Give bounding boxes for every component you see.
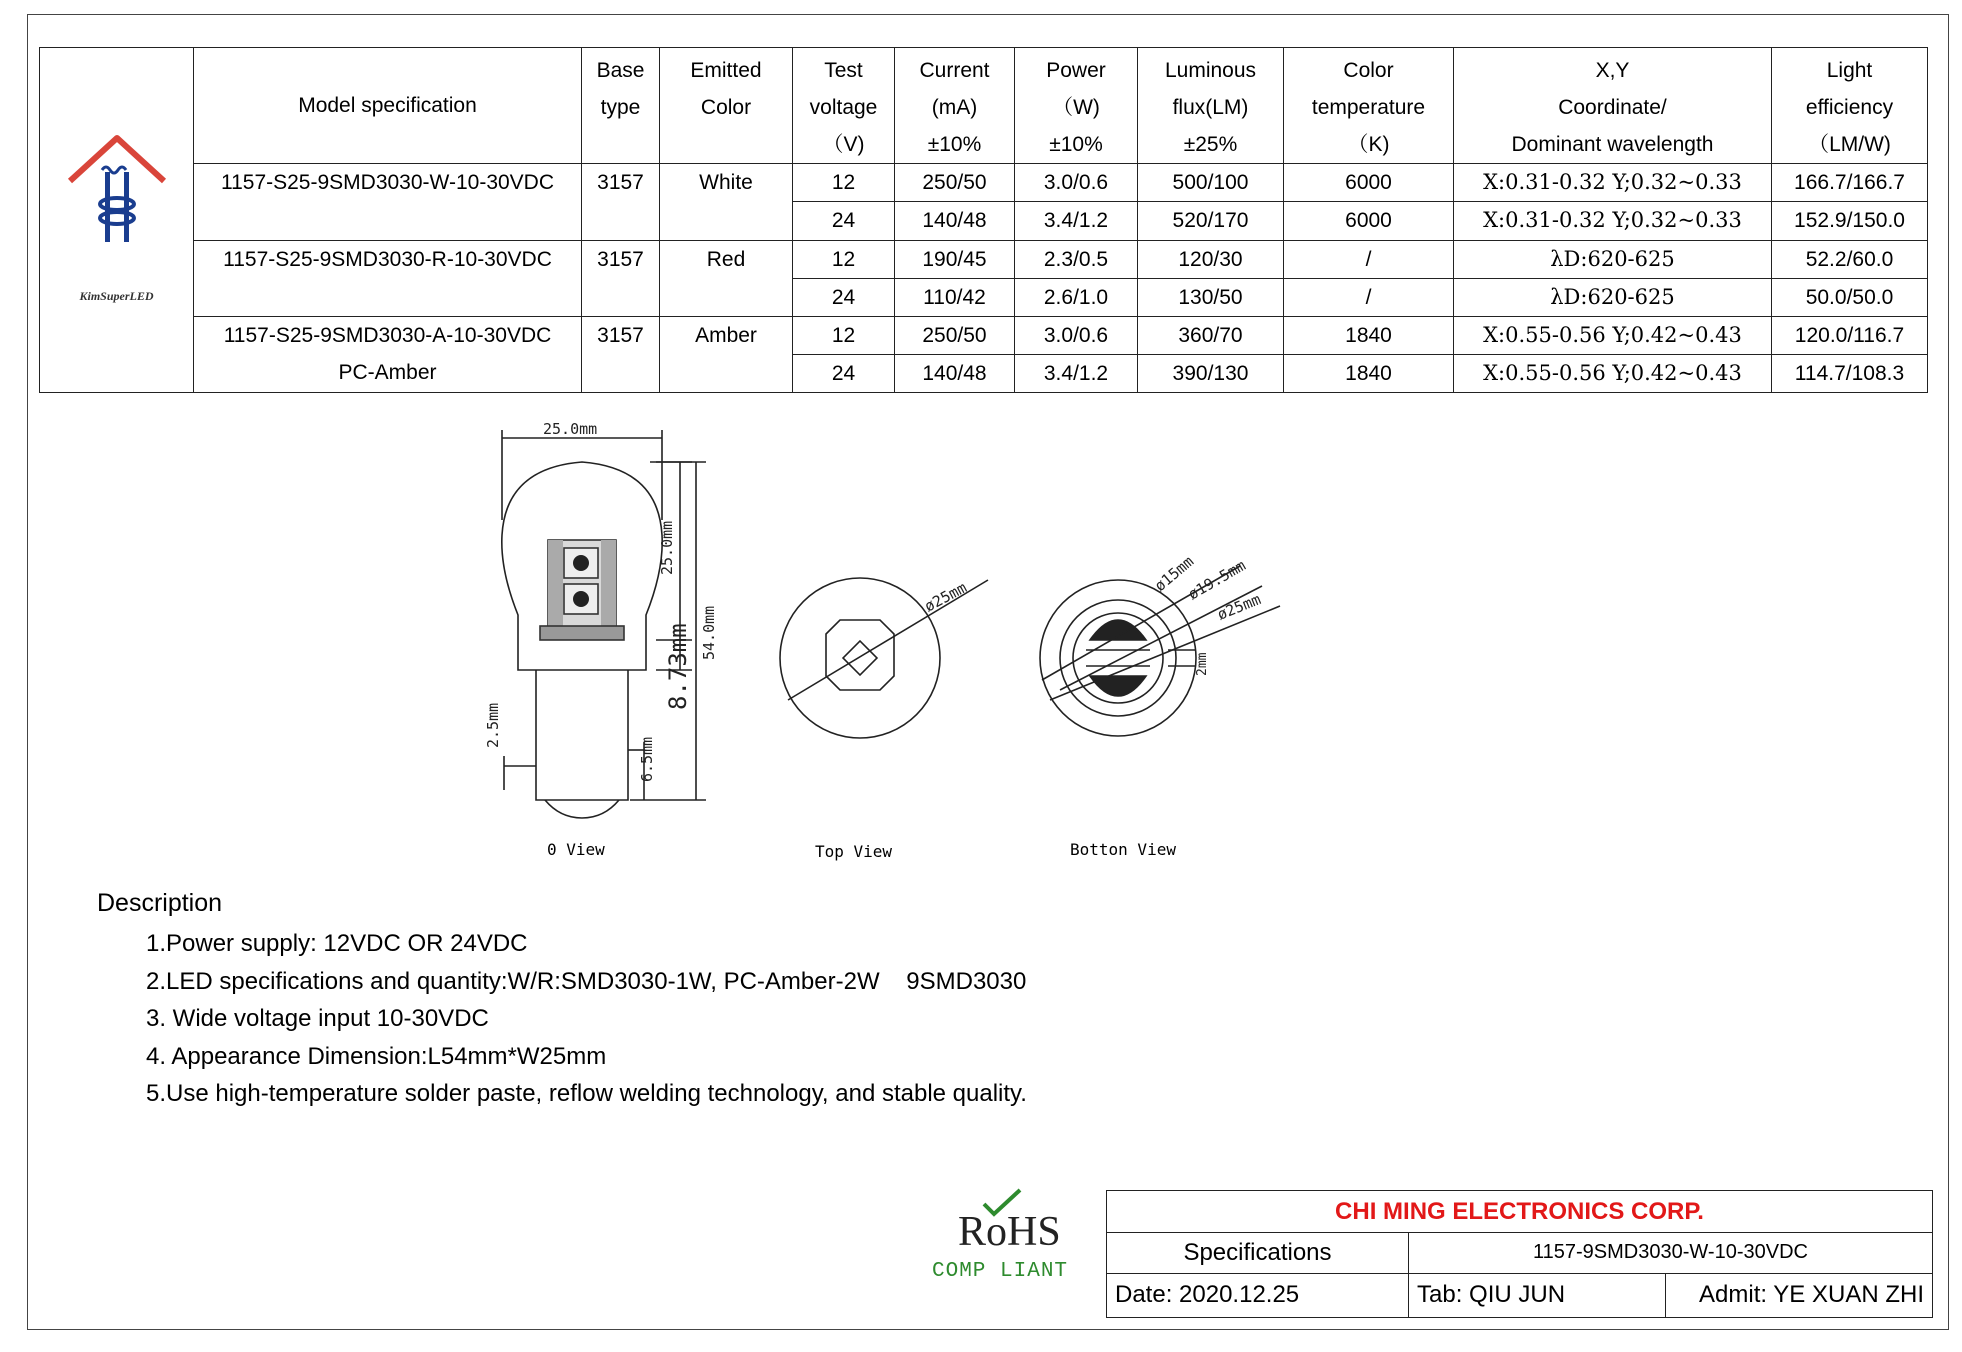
flux-cell: 120/30: [1138, 240, 1284, 278]
description-item: 1.Power supply: 12VDC OR 24VDC: [146, 930, 528, 957]
current-cell: 140/48: [895, 202, 1015, 240]
model-cell: 1157-S25-9SMD3030-W-10-30VDC: [194, 164, 582, 240]
coord-cell: X:0.31-0.32 Y;0.32~0.33: [1454, 164, 1772, 202]
header-base: Base type: [582, 48, 660, 164]
power-cell: 3.0/0.6: [1015, 164, 1138, 202]
efficiency-cell: 120.0/116.7: [1772, 316, 1928, 354]
power-cell: 3.4/1.2: [1015, 202, 1138, 240]
base-cell: 3157: [582, 316, 660, 392]
current-cell: 250/50: [895, 164, 1015, 202]
logo-brand-text: KimSuperLED: [79, 288, 154, 303]
logo-cell: [40, 48, 194, 393]
header-coord: X,Y Coordinate/ Dominant wavelength: [1454, 48, 1772, 164]
color-cell: Red: [660, 240, 793, 316]
dim-bot-15: ø15mm: [1151, 552, 1198, 596]
dim-bot-25: ø25mm: [1214, 590, 1264, 624]
dim-upper: 25.0mm: [658, 520, 676, 575]
current-cell: 250/50: [895, 316, 1015, 354]
kimsuperled-logo-icon: [62, 126, 172, 266]
flux-cell: 130/50: [1138, 278, 1284, 316]
base-cell: 3157: [582, 240, 660, 316]
description-list: [146, 925, 1027, 1113]
power-cell: 2.3/0.5: [1015, 240, 1138, 278]
flux-cell: 500/100: [1138, 164, 1284, 202]
efficiency-cell: 50.0/50.0: [1772, 278, 1928, 316]
flux-cell: 360/70: [1138, 316, 1284, 354]
current-cell: 140/48: [895, 354, 1015, 392]
voltage-cell: 12: [793, 164, 895, 202]
dim-cap: 6.5mm: [638, 736, 656, 782]
coord-cell: X:0.55-0.56 Y;0.42~0.43: [1454, 354, 1772, 392]
label-side-view: 0 View: [547, 840, 605, 859]
table-row: [40, 164, 1928, 202]
current-cell: 190/45: [895, 240, 1015, 278]
dim-top-dia: ø25mm: [921, 578, 970, 616]
label-top-view: Top View: [815, 842, 893, 861]
voltage-cell: 12: [793, 240, 895, 278]
company-name: CHI MING ELECTRONICS CORP.: [1107, 1191, 1933, 1233]
dim-pin: 2.5mm: [484, 702, 502, 748]
title-block: [1106, 1190, 1933, 1318]
efficiency-cell: 114.7/108.3: [1772, 354, 1928, 392]
coord-cell: λD:620-625: [1454, 240, 1772, 278]
header-row: [40, 48, 1928, 164]
spec-label: Specifications: [1107, 1233, 1409, 1273]
dim-mid: 8.73mm: [664, 623, 692, 710]
flux-cell: 390/130: [1138, 354, 1284, 392]
flux-cell: 520/170: [1138, 202, 1284, 240]
description-item: 4. Appearance Dimension:L54mm*W25mm: [146, 1042, 607, 1070]
model-cell: 1157-S25-9SMD3030-R-10-30VDC: [194, 240, 582, 316]
description-item: 2.LED specifications and quantity:W/R:SMD3030-1W, PC-Amber-2W 9SMD3030: [146, 967, 1027, 995]
coord-cell: X:0.31-0.32 Y;0.32~0.33: [1454, 202, 1772, 240]
color-cell: White: [660, 164, 793, 240]
description-item: 3. Wide voltage input 10-30VDC: [146, 1005, 489, 1032]
power-cell: 3.0/0.6: [1015, 316, 1138, 354]
current-cell: 110/42: [895, 278, 1015, 316]
efficiency-cell: 52.2/60.0: [1772, 240, 1928, 278]
spec-value: 1157-9SMD3030-W-10-30VDC: [1409, 1233, 1933, 1273]
efficiency-cell: 152.9/150.0: [1772, 202, 1928, 240]
date-field: Date: 2020.12.25: [1107, 1273, 1409, 1317]
dim-bot-195: ø19.5mm: [1185, 556, 1249, 604]
header-color: Emitted Color: [660, 48, 793, 164]
color-cell: Amber: [660, 316, 793, 392]
label-bottom-view: Botton View: [1070, 840, 1176, 859]
voltage-cell: 24: [793, 354, 895, 392]
dim-width: 25.0mm: [543, 420, 598, 438]
power-cell: 2.6/1.0: [1015, 278, 1138, 316]
description-title: Description: [97, 889, 223, 917]
coord-cell: X:0.55-0.56 Y;0.42~0.43: [1454, 316, 1772, 354]
spec-table: [39, 47, 1928, 393]
tab-field: Tab: QIU JUN: [1409, 1273, 1666, 1317]
voltage-cell: 24: [793, 278, 895, 316]
admit-field: Admit: YE XUAN ZHI: [1666, 1273, 1933, 1317]
power-cell: 3.4/1.2: [1015, 354, 1138, 392]
efficiency-cell: 166.7/166.7: [1772, 164, 1928, 202]
description-item: 5.Use high-temperature solder paste, reflow welding technology, and stable quality.: [146, 1080, 1027, 1107]
model-cell: 1157-S25-9SMD3030-A-10-30VDC PC-Amber: [194, 316, 582, 392]
rohs-caption: COMP LIANT: [932, 1260, 1069, 1283]
temp-cell: 1840: [1284, 316, 1454, 354]
header-model: Model specification: [194, 48, 582, 164]
header-temp: Color temperature （K): [1284, 48, 1454, 164]
voltage-cell: 12: [793, 316, 895, 354]
temp-cell: 6000: [1284, 164, 1454, 202]
header-flux: Luminous flux(LM) ±25%: [1138, 48, 1284, 164]
header-efficiency: Light efficiency （LM/W): [1772, 48, 1928, 164]
temp-cell: 6000: [1284, 202, 1454, 240]
dim-total: 54.0mm: [700, 605, 718, 660]
temp-cell: /: [1284, 240, 1454, 278]
table-row: [40, 316, 1928, 354]
dim-bot-2: 2mm: [1195, 652, 1210, 676]
header-voltage: Test voltage （V): [793, 48, 895, 164]
header-power: Power （W) ±10%: [1015, 48, 1138, 164]
header-current: Current (mA) ±10%: [895, 48, 1015, 164]
temp-cell: 1840: [1284, 354, 1454, 392]
voltage-cell: 24: [793, 202, 895, 240]
rohs-mark: RoHS: [958, 1209, 1061, 1255]
coord-cell: λD:620-625: [1454, 278, 1772, 316]
table-row: [40, 240, 1928, 278]
base-cell: 3157: [582, 164, 660, 240]
temp-cell: /: [1284, 278, 1454, 316]
